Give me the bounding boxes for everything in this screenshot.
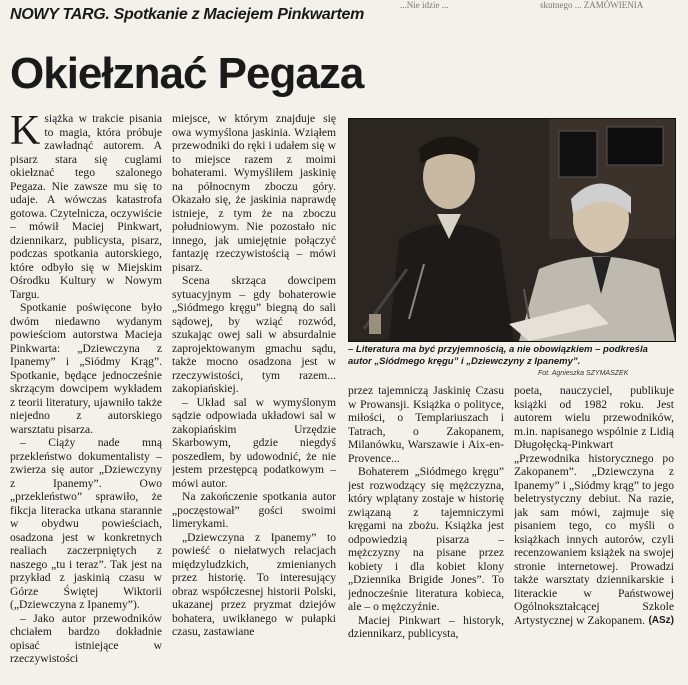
paragraph: Scena skrząca dowcipem sytuacyjnym – gdy bohaterowie „Siódmego kręgu” biegną do sali sądowej, by wziąć rozwód, szukając owej sali w absurdalnie zaprojektowanym gmachu sądu, także mocno osadzona jest w rzeczywistości, tym razem... zakopiańskiej. (172, 274, 336, 395)
article-photo (348, 118, 676, 342)
article-headline: Okiełznać Pegaza (10, 49, 364, 98)
paragraph: – Ciąży nade mną przekleństwo dokumentalisty – zwierza się autor „Dziewczyny z Ipanemy”. Owo „przekleństwo” sprawiło, że fikcja literacka utkana starannie w obydwu powieściach, osadzona jest w konkretnych realiach zaczerpniętych z naszego „tu i teraz”. Tak jest na przykład z jaskinią czasu w Górze Świętej Wiktorii („Dziewczyna z Ipanemy”). (10, 436, 162, 611)
paragraph: Maciej Pinkwart – historyk, dziennikarz, publicysta, (348, 613, 504, 640)
paragraph: przez tajemniczą Jaskinię Czasu w Prowansji. Książka o polityce, miłości, o Templariuszach i Tatrach, o Zakopanem, Milanówku, Warszawie i Aix-en-Provence... (348, 384, 504, 465)
article-column-1 (10, 112, 162, 682)
adjacent-article-fragment: ...Nie idzie ... (400, 0, 449, 10)
photo-credit: Fot. Agnieszka SZYMASZEK (538, 370, 629, 377)
article-column-2 (172, 112, 336, 682)
photo-caption: – Literatura ma być przyjemnością, a nie obowiązkiem – podkreśla autor „Siódmego kręgu” i „Dziewczyny z Ipanemy”. (348, 344, 648, 367)
article-column-3 (348, 384, 504, 682)
article-kicker: NOWY TARG. Spotkanie z Maciejem Pinkwartem (10, 6, 365, 23)
paragraph: miejsce, w którym znajduje się owa wymyślona jaskinia. Wziąłem przewodniki do ręki i udałem się w to miejsce razem z moimi bohaterami. Wymyśliłem jaskinię na północnym zboczu góry. Okazało się, że jaskinia naprawdę istnieje, z tym że na zboczu południowym. Nie pozostało nic innego, jak umiejętnie połączyć fantazję rzeczywistością – mówi pisarz. (172, 112, 336, 274)
article-column-4 (514, 384, 674, 682)
paragraph: Bohaterem „Siódmego kręgu” jest rozwodzący się mężczyzna, który wplątany zostaje w historię związaną z tajemniczymi kręgami na zbożu. Książka jest odpowiedzią pisarza – mężczyzny na pisane przez kobiety i dla kobiet klony „Dziennika Brigide Jones”. To jednocześnie literatura kobieca, ale – o mężczyźnie. (348, 465, 504, 613)
photo-illustration (349, 119, 675, 341)
paragraph: Na zakończenie spotkania autor „poczęstował” gości swoimi limerykami. (172, 490, 336, 530)
author-signature: (ASz) (648, 614, 674, 626)
paragraph: poeta, nauczyciel, publikuje książki od 1982 roku. Jest autorem wielu przewodników, m.in. napisanego wspólnie z Lidią Długołęcką-Pinkwart „Przewodnika historycznego po Zakopanem”. „Dziewczyna z Ipanemy” i „Siódmy krąg” to jego beletrystyczny debiut. Na razie, jak sam mówi, zajmuje się pisaniem tego, co myśli o książkach innych autorów, czyli recenzowaniem książek na swojej stronie internetowej. Prowadzi także warsztaty dziennikarskie i literackie w Państwowej Ogólnokształcącej Szkole Artystycznej w Zakopanem. (ASz) (514, 384, 674, 627)
drop-cap: K (10, 112, 41, 154)
paragraph: – Układ sal w wymyślonym sądzie odpowiada układowi sal w zakopiańskim Urzędzie Skarbowym, gdzie niegdyś poszedłem, by udowodnić, że nie jestem przestępcą podatkowym – mówi autor. (172, 395, 336, 490)
paragraph: Książka w trakcie pisania to magia, która próbuje zawładnąć autorem. A pisarz stara się cuglami okiełznać tego szalonego Pegaza. Nie zawsze mu się to udaje. A wówczas katastrofa gotowa. Czytelnicza, oczywiście – mówił Maciej Pinkwart, dziennikarz, publicysta, pisarz, podczas spotkania autorskiego, które odbyło się w Miejskim Ośrodku Kultury w Nowym Targu. (10, 112, 162, 301)
paragraph: Spotkanie poświęcone było dwóm niedawno wydanym powieściom autorstwa Macieja Pinkwarta: „Dziewczyna z Ipanemy” i „Siódmy Krąg”. Spotkanie, będące jednocześnie skrzącym dowcipem wykładem z teorii literatury, ujawniło także niejedno z autorskiego warsztatu pisarza. (10, 301, 162, 436)
paragraph: – Jako autor przewodników chciałem bardzo dokładnie opisać istniejące w rzeczywistości (10, 611, 162, 665)
adjacent-ad-fragment: skutnego ... ZAMÓWIENIA (540, 0, 644, 10)
paragraph: „Dziewczyna z Ipanemy” to powieść o niełatwych relacjach międzyludzkich, zmienianych przez historię. To interesujący obraz współczesnej historii Polski, ukazanej przez pryzmat dziejów bohatera, uwikłanego w pułapki czasu, zastawiane (172, 530, 336, 638)
